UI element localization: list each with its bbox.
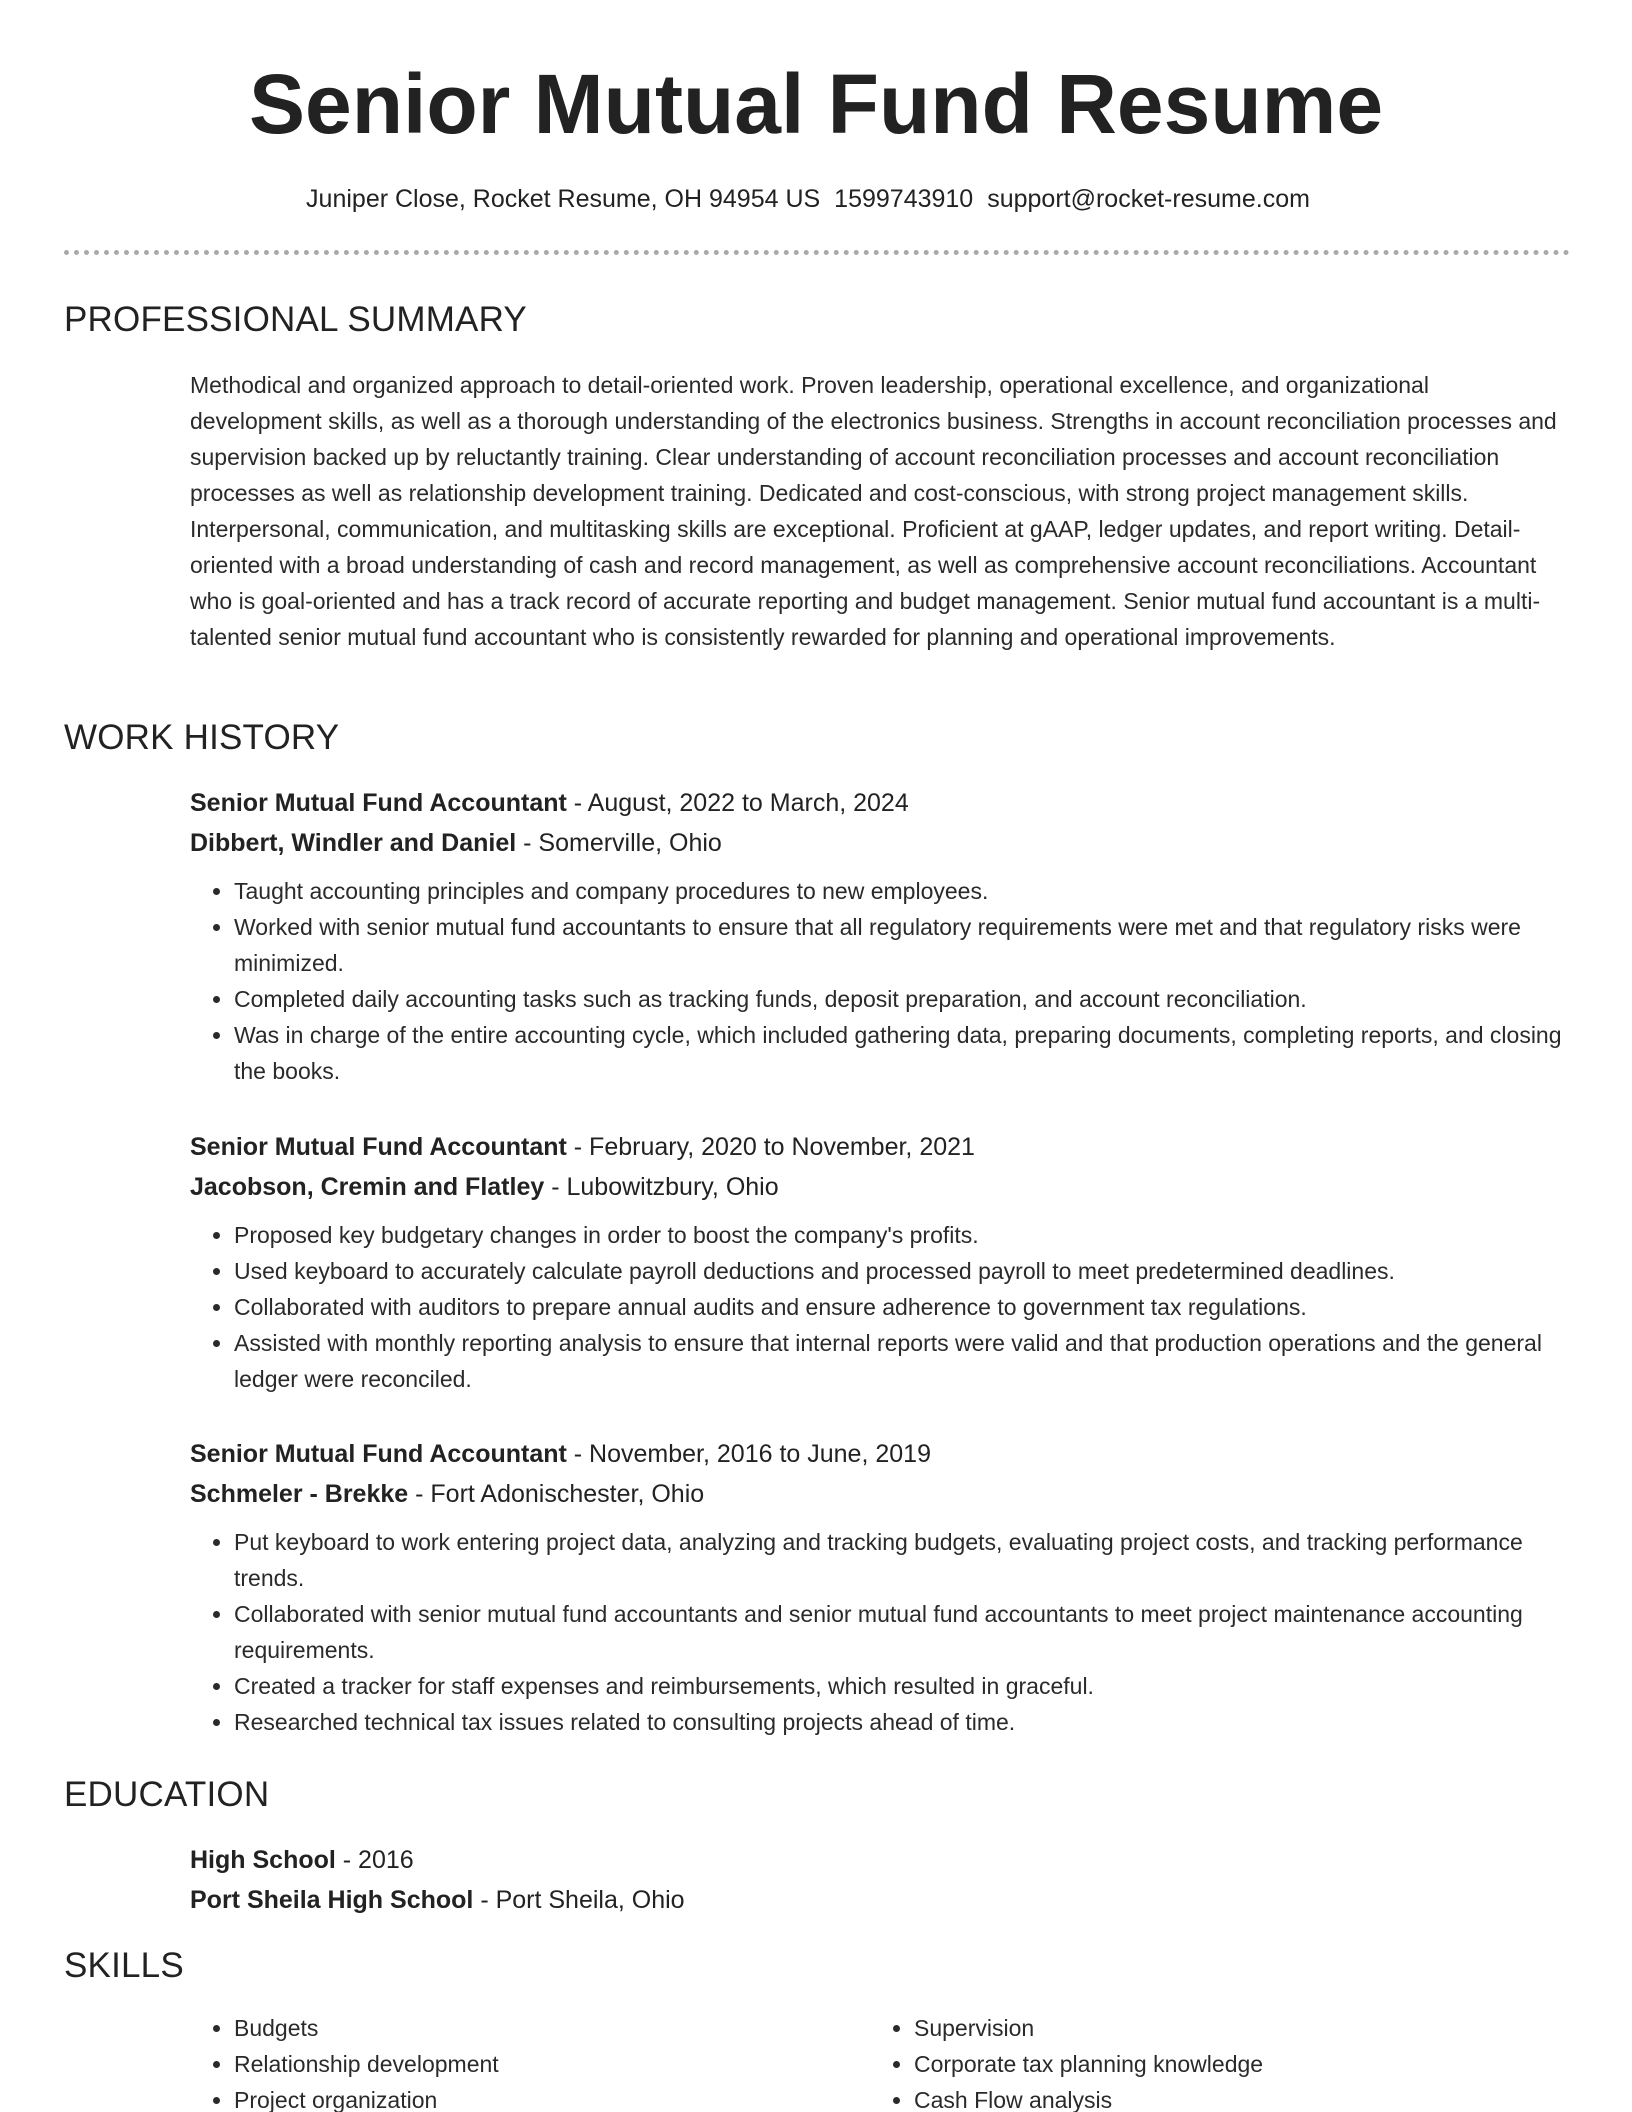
job-location: - Fort Adonischester, Ohio [408,1480,705,1508]
resume-title: Senior Mutual Fund Resume [248,57,1384,151]
job-role-line [190,1434,1570,1474]
summary-text: Methodical and organized approach to detail-oriented work. Proven leadership, operational excellence, and organizational development skills, as well as a thorough understanding of the electronics business. Strengths in account reconciliation processes and supervision backed up by reluctantly training. Clear understanding of account reconciliation processes and account reconciliation processes as well as relationship development training. Dedicated and cost-conscious, with strong project management skills. Interpersonal, communication, and multitasking skills are exceptional. Proficient at gAAP, ledger updates, and report writing. Detail-oriented with a broad understanding of cash and record management, as well as comprehensive account reconciliations. Accountant who is goal-oriented and has a track record of accurate reporting and budget management. Senior mutual fund accountant is a multi-talented senior mutual fund accountant who is consistently rewarded for planning and operational improvements. [190,372,1557,650]
job-bullet: • Completed daily accounting tasks such as tracking funds, deposit preparation, and account reconciliation. [234,981,1570,1017]
skill-item: • Relationship development [234,2046,499,2082]
skill-item: • Supervision [914,2010,1263,2046]
job-bullet: • Collaborated with senior mutual fund accountants and senior mutual fund accountants to meet project maintenance accounting requirements. [234,1596,1570,1668]
section-title-work-history: WORK HISTORY [64,718,340,757]
section-title-education: EDUCATION [64,1775,270,1814]
job-bullet: • Was in charge of the entire accounting cycle, which included gathering data, preparing documents, completing reports, and closing the books. [234,1017,1570,1089]
skills-column-left [190,2010,499,2112]
job-role: Senior Mutual Fund Accountant [190,789,567,817]
education-degree-line [190,1840,1570,1880]
education-entry [190,1840,1570,1920]
contact-phone: 1599743910 [834,185,974,213]
job-company-line [190,823,1570,863]
contact-line [0,182,1616,216]
job-bullet: • Put keyboard to work entering project data, analyzing and tracking budgets, evaluating project costs, and tracking performance trends. [234,1524,1570,1596]
job-role-line [190,783,1570,823]
job-bullets [190,1524,1570,1740]
skill-item: • Project organization [234,2082,499,2112]
job-dates: - February, 2020 to November, 2021 [566,1133,975,1161]
job-company-line [190,1474,1570,1514]
skills-column-right [870,2010,1263,2112]
job-role-line [190,1127,1570,1167]
job-bullet: • Created a tracker for staff expenses and reimbursements, which resulted in graceful. [234,1668,1570,1704]
contact-address: Juniper Close, Rocket Resume, OH 94954 US [306,185,821,213]
job-location: - Lubowitzbury, Ohio [544,1173,779,1201]
section-title-summary: PROFESSIONAL SUMMARY [64,300,527,339]
education-location: - Port Sheila, Ohio [473,1886,685,1914]
header-divider [64,250,1570,255]
job-role: Senior Mutual Fund Accountant [190,1133,567,1161]
job-company: Schmeler - Brekke [190,1480,409,1508]
skill-item: • Corporate tax planning knowledge [914,2046,1263,2082]
job-entry [190,1434,1570,1740]
job-bullet: • Collaborated with auditors to prepare annual audits and ensure adherence to government tax regulations. [234,1289,1570,1325]
skill-item: • Budgets [234,2010,499,2046]
job-location: - Somerville, Ohio [516,829,722,857]
job-company: Dibbert, Windler and Daniel [190,829,517,857]
skills-list [190,2010,1570,2112]
job-role: Senior Mutual Fund Accountant [190,1440,567,1468]
education-degree: High School [190,1846,336,1874]
job-bullet: • Used keyboard to accurately calculate payroll deductions and processed payroll to meet predetermined deadlines. [234,1253,1570,1289]
job-bullet: • Assisted with monthly reporting analysis to ensure that internal reports were valid and that production operations and the general ledger were reconciled. [234,1325,1570,1397]
contact-email: support@rocket-resume.com [987,185,1310,213]
job-bullet: • Proposed key budgetary changes in order to boost the company's profits. [234,1217,1570,1253]
job-company: Jacobson, Cremin and Flatley [190,1173,545,1201]
job-entry [190,783,1570,1089]
job-entry [190,1127,1570,1397]
job-dates: - November, 2016 to June, 2019 [566,1440,931,1468]
education-school: Port Sheila High School [190,1886,474,1914]
section-title-skills: SKILLS [64,1946,184,1985]
job-company-line [190,1167,1570,1207]
job-bullet: • Taught accounting principles and company procedures to new employees. [234,873,1570,909]
job-bullets [190,1217,1570,1397]
job-dates: - August, 2022 to March, 2024 [566,789,909,817]
education-school-line [190,1880,1570,1920]
job-bullet: • Researched technical tax issues related to consulting projects ahead of time. [234,1704,1570,1740]
skill-item: • Cash Flow analysis [914,2082,1263,2112]
education-year: - 2016 [335,1846,414,1874]
job-bullet: • Worked with senior mutual fund accountants to ensure that all regulatory requirements were met and that regulatory risks were minimized. [234,909,1570,981]
job-bullets [190,873,1570,1089]
